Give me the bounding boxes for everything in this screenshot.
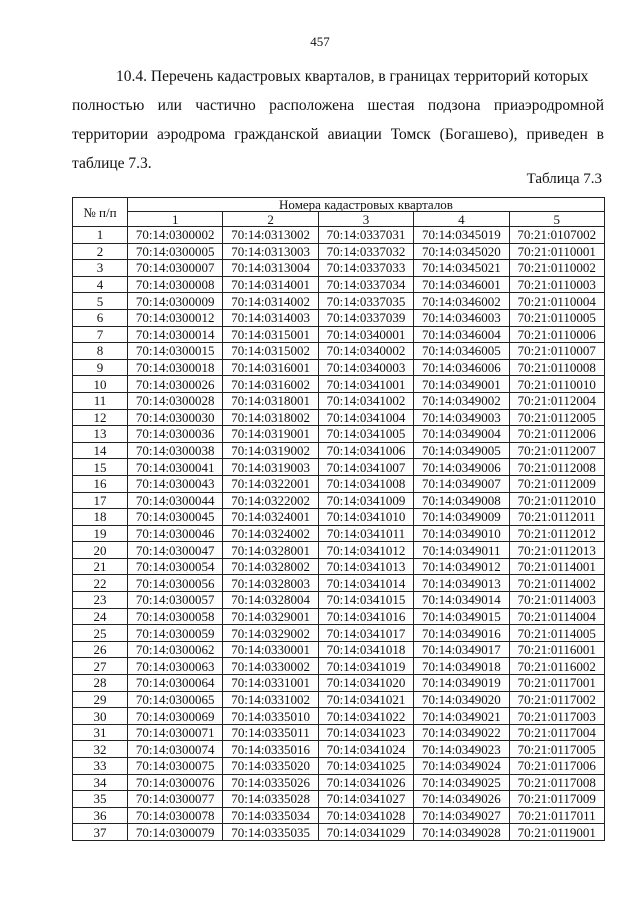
cadastral-number-cell: 70:21:0117003 bbox=[509, 708, 604, 725]
cadastral-number-cell: 70:21:0117002 bbox=[509, 691, 604, 708]
cadastral-number-cell: 70:14:0349011 bbox=[414, 542, 509, 559]
row-number-cell: 31 bbox=[73, 724, 128, 741]
cadastral-number-cell: 70:14:0300005 bbox=[128, 243, 223, 260]
cadastral-number-cell: 70:21:0112012 bbox=[509, 525, 604, 542]
cadastral-number-cell: 70:14:0337031 bbox=[318, 227, 413, 244]
cadastral-number-cell: 70:14:0300046 bbox=[128, 525, 223, 542]
row-number-cell: 26 bbox=[73, 641, 128, 658]
table-row bbox=[73, 708, 605, 725]
row-number-cell: 17 bbox=[73, 492, 128, 509]
cadastral-number-cell: 70:21:0107002 bbox=[509, 227, 604, 244]
cadastral-number-cell: 70:14:0341016 bbox=[318, 608, 413, 625]
cadastral-number-cell: 70:14:0300041 bbox=[128, 459, 223, 476]
cadastral-number-cell: 70:21:0117006 bbox=[509, 758, 604, 775]
cadastral-number-cell: 70:14:0300002 bbox=[128, 227, 223, 244]
cadastral-number-cell: 70:21:0110004 bbox=[509, 293, 604, 310]
table-row bbox=[73, 509, 605, 526]
cadastral-number-cell: 70:14:0314003 bbox=[223, 309, 318, 326]
cadastral-number-cell: 70:14:0349017 bbox=[414, 641, 509, 658]
row-number-cell: 23 bbox=[73, 592, 128, 609]
row-number-cell: 3 bbox=[73, 260, 128, 277]
row-number-cell: 1 bbox=[73, 227, 128, 244]
cadastral-number-cell: 70:21:0116001 bbox=[509, 641, 604, 658]
cadastral-number-cell: 70:14:0300028 bbox=[128, 392, 223, 409]
cadastral-number-cell: 70:14:0349024 bbox=[414, 758, 509, 775]
cadastral-number-cell: 70:14:0335034 bbox=[223, 807, 318, 824]
cadastral-number-cell: 70:14:0340003 bbox=[318, 359, 413, 376]
table-row bbox=[73, 658, 605, 675]
cadastral-number-cell: 70:14:0337035 bbox=[318, 293, 413, 310]
cadastral-number-cell: 70:14:0341022 bbox=[318, 708, 413, 725]
cadastral-number-cell: 70:14:0300014 bbox=[128, 326, 223, 343]
cadastral-number-cell: 70:14:0331002 bbox=[223, 691, 318, 708]
row-number-cell: 32 bbox=[73, 741, 128, 758]
page-number: 457 bbox=[310, 34, 330, 49]
table-row bbox=[73, 525, 605, 542]
cadastral-number-cell: 70:14:0349019 bbox=[414, 675, 509, 692]
cadastral-number-cell: 70:14:0341005 bbox=[318, 426, 413, 443]
cadastral-number-cell: 70:14:0335020 bbox=[223, 758, 318, 775]
cadastral-number-cell: 70:14:0300076 bbox=[128, 774, 223, 791]
cadastral-number-cell: 70:21:0117008 bbox=[509, 774, 604, 791]
table-row bbox=[73, 260, 605, 277]
cadastral-number-cell: 70:21:0112005 bbox=[509, 409, 604, 426]
cadastral-number-cell: 70:14:0341020 bbox=[318, 675, 413, 692]
cadastral-number-cell: 70:14:0349001 bbox=[414, 376, 509, 393]
cadastral-number-cell: 70:14:0349023 bbox=[414, 741, 509, 758]
table-body bbox=[73, 227, 605, 841]
cadastral-number-cell: 70:14:0300075 bbox=[128, 758, 223, 775]
cadastral-number-cell: 70:14:0349022 bbox=[414, 724, 509, 741]
cadastral-number-cell: 70:14:0341006 bbox=[318, 442, 413, 459]
table-row bbox=[73, 758, 605, 775]
row-number-cell: 12 bbox=[73, 409, 128, 426]
cadastral-number-cell: 70:14:0300074 bbox=[128, 741, 223, 758]
row-number-cell: 15 bbox=[73, 459, 128, 476]
cadastral-number-cell: 70:14:0349028 bbox=[414, 824, 509, 841]
cadastral-number-cell: 70:14:0300036 bbox=[128, 426, 223, 443]
cadastral-number-cell: 70:14:0349027 bbox=[414, 807, 509, 824]
cadastral-number-cell: 70:14:0329002 bbox=[223, 625, 318, 642]
cadastral-number-cell: 70:14:0328001 bbox=[223, 542, 318, 559]
row-number-cell: 18 bbox=[73, 509, 128, 526]
table-row bbox=[73, 326, 605, 343]
table-row bbox=[73, 359, 605, 376]
row-number-cell: 33 bbox=[73, 758, 128, 775]
cadastral-number-cell: 70:14:0335016 bbox=[223, 741, 318, 758]
cadastral-number-cell: 70:14:0341026 bbox=[318, 774, 413, 791]
cadastral-number-cell: 70:14:0328004 bbox=[223, 592, 318, 609]
row-number-cell: 22 bbox=[73, 575, 128, 592]
row-number-cell: 14 bbox=[73, 442, 128, 459]
table-row bbox=[73, 376, 605, 393]
cadastral-number-cell: 70:14:0315001 bbox=[223, 326, 318, 343]
cadastral-number-cell: 70:14:0313002 bbox=[223, 227, 318, 244]
cadastral-number-cell: 70:14:0335010 bbox=[223, 708, 318, 725]
cadastral-number-cell: 70:14:0300030 bbox=[128, 409, 223, 426]
table-row bbox=[73, 459, 605, 476]
cadastral-number-cell: 70:14:0341002 bbox=[318, 392, 413, 409]
table-row bbox=[73, 392, 605, 409]
cadastral-number-cell: 70:14:0349026 bbox=[414, 791, 509, 808]
cadastral-number-cell: 70:14:0329001 bbox=[223, 608, 318, 625]
cadastral-number-cell: 70:14:0318002 bbox=[223, 409, 318, 426]
row-number-cell: 2 bbox=[73, 243, 128, 260]
cadastral-number-cell: 70:21:0110010 bbox=[509, 376, 604, 393]
row-number-cell: 5 bbox=[73, 293, 128, 310]
cadastral-number-cell: 70:14:0349010 bbox=[414, 525, 509, 542]
cadastral-number-cell: 70:14:0319003 bbox=[223, 459, 318, 476]
cadastral-number-cell: 70:14:0349005 bbox=[414, 442, 509, 459]
cadastral-number-cell: 70:21:0112010 bbox=[509, 492, 604, 509]
table-row bbox=[73, 791, 605, 808]
row-number-cell: 30 bbox=[73, 708, 128, 725]
row-number-cell: 36 bbox=[73, 807, 128, 824]
cadastral-number-cell: 70:14:0349012 bbox=[414, 558, 509, 575]
cadastral-number-cell: 70:14:0300064 bbox=[128, 675, 223, 692]
cadastral-number-cell: 70:14:0300063 bbox=[128, 658, 223, 675]
row-number-cell: 29 bbox=[73, 691, 128, 708]
cadastral-number-cell: 70:14:0335028 bbox=[223, 791, 318, 808]
table-caption: Таблица 7.3 bbox=[526, 171, 602, 187]
cadastral-number-cell: 70:14:0346002 bbox=[414, 293, 509, 310]
cadastral-number-cell: 70:14:0341021 bbox=[318, 691, 413, 708]
cadastral-number-cell: 70:14:0300045 bbox=[128, 509, 223, 526]
cadastral-number-cell: 70:14:0300078 bbox=[128, 807, 223, 824]
cadastral-number-cell: 70:14:0300057 bbox=[128, 592, 223, 609]
cadastral-number-cell: 70:14:0337039 bbox=[318, 309, 413, 326]
cadastral-number-cell: 70:14:0349006 bbox=[414, 459, 509, 476]
cadastral-number-cell: 70:21:0114003 bbox=[509, 592, 604, 609]
table-row bbox=[73, 542, 605, 559]
cadastral-number-cell: 70:14:0300054 bbox=[128, 558, 223, 575]
cadastral-number-cell: 70:14:0349002 bbox=[414, 392, 509, 409]
cadastral-number-cell: 70:14:0349015 bbox=[414, 608, 509, 625]
cadastral-number-cell: 70:14:0314001 bbox=[223, 276, 318, 293]
cadastral-number-cell: 70:21:0116002 bbox=[509, 658, 604, 675]
table-row bbox=[73, 774, 605, 791]
cadastral-number-cell: 70:14:0341019 bbox=[318, 658, 413, 675]
cadastral-number-cell: 70:14:0335011 bbox=[223, 724, 318, 741]
cadastral-number-cell: 70:14:0328002 bbox=[223, 558, 318, 575]
table-row bbox=[73, 741, 605, 758]
column-header: 3 bbox=[318, 212, 413, 227]
group-header: Номера кадастровых кварталов bbox=[128, 198, 605, 212]
cadastral-number-cell: 70:14:0341013 bbox=[318, 558, 413, 575]
cadastral-number-cell: 70:14:0341025 bbox=[318, 758, 413, 775]
cadastral-number-cell: 70:14:0346006 bbox=[414, 359, 509, 376]
cadastral-number-cell: 70:14:0337033 bbox=[318, 260, 413, 277]
cadastral-number-cell: 70:14:0316001 bbox=[223, 359, 318, 376]
table-row bbox=[73, 442, 605, 459]
cadastral-number-cell: 70:14:0300007 bbox=[128, 260, 223, 277]
cadastral-number-cell: 70:14:0300015 bbox=[128, 343, 223, 360]
cadastral-number-cell: 70:14:0324001 bbox=[223, 509, 318, 526]
row-number-cell: 19 bbox=[73, 525, 128, 542]
cadastral-number-cell: 70:14:0300009 bbox=[128, 293, 223, 310]
cadastral-number-cell: 70:21:0110001 bbox=[509, 243, 604, 260]
cadastral-number-cell: 70:21:0112004 bbox=[509, 392, 604, 409]
table-row bbox=[73, 243, 605, 260]
cadastral-number-cell: 70:14:0300012 bbox=[128, 309, 223, 326]
cadastral-number-cell: 70:21:0114002 bbox=[509, 575, 604, 592]
cadastral-number-cell: 70:14:0300018 bbox=[128, 359, 223, 376]
cadastral-number-cell: 70:14:0349009 bbox=[414, 509, 509, 526]
cadastral-number-cell: 70:21:0112009 bbox=[509, 475, 604, 492]
cadastral-number-cell: 70:21:0110006 bbox=[509, 326, 604, 343]
row-number-cell: 11 bbox=[73, 392, 128, 409]
cadastral-number-cell: 70:14:0345020 bbox=[414, 243, 509, 260]
row-number-cell: 20 bbox=[73, 542, 128, 559]
cadastral-number-cell: 70:14:0337034 bbox=[318, 276, 413, 293]
cadastral-number-cell: 70:14:0341017 bbox=[318, 625, 413, 642]
cadastral-number-cell: 70:21:0112007 bbox=[509, 442, 604, 459]
cadastral-number-cell: 70:14:0340001 bbox=[318, 326, 413, 343]
table-row bbox=[73, 691, 605, 708]
cadastral-number-cell: 70:14:0349014 bbox=[414, 592, 509, 609]
cadastral-number-cell: 70:14:0300069 bbox=[128, 708, 223, 725]
cadastral-number-cell: 70:14:0316002 bbox=[223, 376, 318, 393]
cadastral-number-cell: 70:14:0341029 bbox=[318, 824, 413, 841]
column-header: 5 bbox=[509, 212, 604, 227]
table-row bbox=[73, 227, 605, 244]
cadastral-number-cell: 70:14:0349013 bbox=[414, 575, 509, 592]
row-number-cell: 37 bbox=[73, 824, 128, 841]
cadastral-number-cell: 70:14:0341001 bbox=[318, 376, 413, 393]
column-header: 1 bbox=[128, 212, 223, 227]
cadastral-number-cell: 70:14:0300071 bbox=[128, 724, 223, 741]
table-row bbox=[73, 276, 605, 293]
cadastral-number-cell: 70:14:0349025 bbox=[414, 774, 509, 791]
intro-paragraph bbox=[72, 62, 604, 178]
table-row bbox=[73, 592, 605, 609]
cadastral-number-cell: 70:14:0349020 bbox=[414, 691, 509, 708]
row-number-cell: 24 bbox=[73, 608, 128, 625]
table-row bbox=[73, 824, 605, 841]
cadastral-number-cell: 70:14:0324002 bbox=[223, 525, 318, 542]
cadastral-number-cell: 70:14:0300062 bbox=[128, 641, 223, 658]
cadastral-number-cell: 70:14:0319002 bbox=[223, 442, 318, 459]
cadastral-number-cell: 70:14:0341011 bbox=[318, 525, 413, 542]
cadastral-number-cell: 70:14:0341028 bbox=[318, 807, 413, 824]
cadastral-number-cell: 70:14:0340002 bbox=[318, 343, 413, 360]
cadastral-number-cell: 70:14:0341024 bbox=[318, 741, 413, 758]
cadastral-number-cell: 70:14:0341015 bbox=[318, 592, 413, 609]
cadastral-number-cell: 70:14:0330002 bbox=[223, 658, 318, 675]
row-number-cell: 6 bbox=[73, 309, 128, 326]
row-number-cell: 13 bbox=[73, 426, 128, 443]
cadastral-number-cell: 70:14:0349003 bbox=[414, 409, 509, 426]
cadastral-number-cell: 70:14:0322002 bbox=[223, 492, 318, 509]
cadastral-number-cell: 70:14:0346004 bbox=[414, 326, 509, 343]
cadastral-number-cell: 70:14:0349016 bbox=[414, 625, 509, 642]
paragraph-line: 10.4. Перечень кадастровых кварталов, в границах территорий которых bbox=[116, 68, 589, 85]
table-row bbox=[73, 641, 605, 658]
cadastral-number-cell: 70:14:0300047 bbox=[128, 542, 223, 559]
cadastral-number-cell: 70:14:0341027 bbox=[318, 791, 413, 808]
cadastral-number-cell: 70:21:0117001 bbox=[509, 675, 604, 692]
cadastral-number-cell: 70:21:0114005 bbox=[509, 625, 604, 642]
cadastral-number-cell: 70:14:0346003 bbox=[414, 309, 509, 326]
cadastral-number-cell: 70:14:0335035 bbox=[223, 824, 318, 841]
cadastral-number-cell: 70:21:0110008 bbox=[509, 359, 604, 376]
row-number-cell: 9 bbox=[73, 359, 128, 376]
row-number-cell: 4 bbox=[73, 276, 128, 293]
cadastral-number-cell: 70:21:0117009 bbox=[509, 791, 604, 808]
cadastral-number-cell: 70:14:0341004 bbox=[318, 409, 413, 426]
cadastral-number-cell: 70:14:0300058 bbox=[128, 608, 223, 625]
cadastral-number-cell: 70:14:0345021 bbox=[414, 260, 509, 277]
cadastral-number-cell: 70:14:0345019 bbox=[414, 227, 509, 244]
row-number-cell: 35 bbox=[73, 791, 128, 808]
cadastral-number-cell: 70:14:0300077 bbox=[128, 791, 223, 808]
table-row bbox=[73, 343, 605, 360]
column-header: 4 bbox=[414, 212, 509, 227]
cadastral-number-cell: 70:14:0319001 bbox=[223, 426, 318, 443]
cadastral-number-cell: 70:21:0114001 bbox=[509, 558, 604, 575]
cadastral-number-cell: 70:14:0300079 bbox=[128, 824, 223, 841]
cadastral-number-cell: 70:14:0337032 bbox=[318, 243, 413, 260]
row-number-cell: 28 bbox=[73, 675, 128, 692]
cadastral-number-cell: 70:14:0341018 bbox=[318, 641, 413, 658]
row-number-cell: 21 bbox=[73, 558, 128, 575]
cadastral-number-cell: 70:14:0300044 bbox=[128, 492, 223, 509]
cadastral-number-cell: 70:14:0300038 bbox=[128, 442, 223, 459]
cadastral-number-cell: 70:21:0110005 bbox=[509, 309, 604, 326]
cadastral-number-cell: 70:14:0328003 bbox=[223, 575, 318, 592]
row-number-cell: 8 bbox=[73, 343, 128, 360]
cadastral-number-cell: 70:14:0346001 bbox=[414, 276, 509, 293]
cadastral-number-cell: 70:14:0331001 bbox=[223, 675, 318, 692]
paragraph-line: территории аэродрома гражданской авиации Томск (Богашево), приведен в bbox=[72, 126, 604, 143]
table-row bbox=[73, 807, 605, 824]
row-number-cell: 16 bbox=[73, 475, 128, 492]
cadastral-number-cell: 70:14:0314002 bbox=[223, 293, 318, 310]
table-row bbox=[73, 608, 605, 625]
cadastral-number-cell: 70:21:0119001 bbox=[509, 824, 604, 841]
table-row bbox=[73, 675, 605, 692]
cadastral-number-cell: 70:14:0300065 bbox=[128, 691, 223, 708]
cadastral-number-cell: 70:14:0335026 bbox=[223, 774, 318, 791]
table-row bbox=[73, 724, 605, 741]
row-number-header: № п/п bbox=[73, 198, 128, 227]
table-row bbox=[73, 625, 605, 642]
cadastral-number-cell: 70:14:0318001 bbox=[223, 392, 318, 409]
cadastral-number-cell: 70:14:0341010 bbox=[318, 509, 413, 526]
paragraph-line: таблице 7.3. bbox=[72, 155, 152, 172]
table-row bbox=[73, 409, 605, 426]
cadastral-number-cell: 70:14:0313004 bbox=[223, 260, 318, 277]
row-number-cell: 27 bbox=[73, 658, 128, 675]
cadastral-number-cell: 70:14:0330001 bbox=[223, 641, 318, 658]
column-header: 2 bbox=[223, 212, 318, 227]
cadastral-number-cell: 70:14:0349021 bbox=[414, 708, 509, 725]
row-number-cell: 7 bbox=[73, 326, 128, 343]
cadastral-number-cell: 70:21:0110003 bbox=[509, 276, 604, 293]
cadastral-number-cell: 70:21:0112006 bbox=[509, 426, 604, 443]
cadastral-number-cell: 70:21:0117005 bbox=[509, 741, 604, 758]
cadastral-number-cell: 70:14:0346005 bbox=[414, 343, 509, 360]
cadastral-number-cell: 70:14:0349008 bbox=[414, 492, 509, 509]
cadastral-number-cell: 70:14:0313003 bbox=[223, 243, 318, 260]
cadastral-number-cell: 70:14:0322001 bbox=[223, 475, 318, 492]
cadastral-number-cell: 70:14:0300026 bbox=[128, 376, 223, 393]
cadastral-number-cell: 70:14:0341012 bbox=[318, 542, 413, 559]
cadastral-number-cell: 70:21:0117004 bbox=[509, 724, 604, 741]
cadastral-number-cell: 70:14:0341023 bbox=[318, 724, 413, 741]
table-row bbox=[73, 426, 605, 443]
table-row bbox=[73, 293, 605, 310]
cadastral-number-cell: 70:14:0300059 bbox=[128, 625, 223, 642]
cadastral-number-cell: 70:14:0349004 bbox=[414, 426, 509, 443]
cadastral-number-cell: 70:14:0341008 bbox=[318, 475, 413, 492]
cadastral-number-cell: 70:21:0112011 bbox=[509, 509, 604, 526]
table-row bbox=[73, 575, 605, 592]
cadastral-number-cell: 70:14:0300043 bbox=[128, 475, 223, 492]
cadastral-number-cell: 70:21:0112013 bbox=[509, 542, 604, 559]
cadastral-number-cell: 70:21:0117011 bbox=[509, 807, 604, 824]
cadastral-number-cell: 70:21:0112008 bbox=[509, 459, 604, 476]
cadastral-number-cell: 70:14:0341014 bbox=[318, 575, 413, 592]
cadastral-quarters-table bbox=[72, 197, 605, 841]
table-row bbox=[73, 309, 605, 326]
cadastral-number-cell: 70:14:0341009 bbox=[318, 492, 413, 509]
cadastral-number-cell: 70:14:0349018 bbox=[414, 658, 509, 675]
row-number-cell: 34 bbox=[73, 774, 128, 791]
cadastral-number-cell: 70:14:0300056 bbox=[128, 575, 223, 592]
cadastral-number-cell: 70:14:0349007 bbox=[414, 475, 509, 492]
table-row bbox=[73, 475, 605, 492]
cadastral-number-cell: 70:21:0110002 bbox=[509, 260, 604, 277]
cadastral-number-cell: 70:14:0300008 bbox=[128, 276, 223, 293]
cadastral-number-cell: 70:14:0315002 bbox=[223, 343, 318, 360]
table-row bbox=[73, 492, 605, 509]
cadastral-number-cell: 70:14:0341007 bbox=[318, 459, 413, 476]
row-number-cell: 10 bbox=[73, 376, 128, 393]
paragraph-line: полностью или частично расположена шестая подзона приаэродромной bbox=[72, 97, 604, 114]
table-row bbox=[73, 558, 605, 575]
row-number-cell: 25 bbox=[73, 625, 128, 642]
cadastral-number-cell: 70:21:0114004 bbox=[509, 608, 604, 625]
cadastral-number-cell: 70:21:0110007 bbox=[509, 343, 604, 360]
